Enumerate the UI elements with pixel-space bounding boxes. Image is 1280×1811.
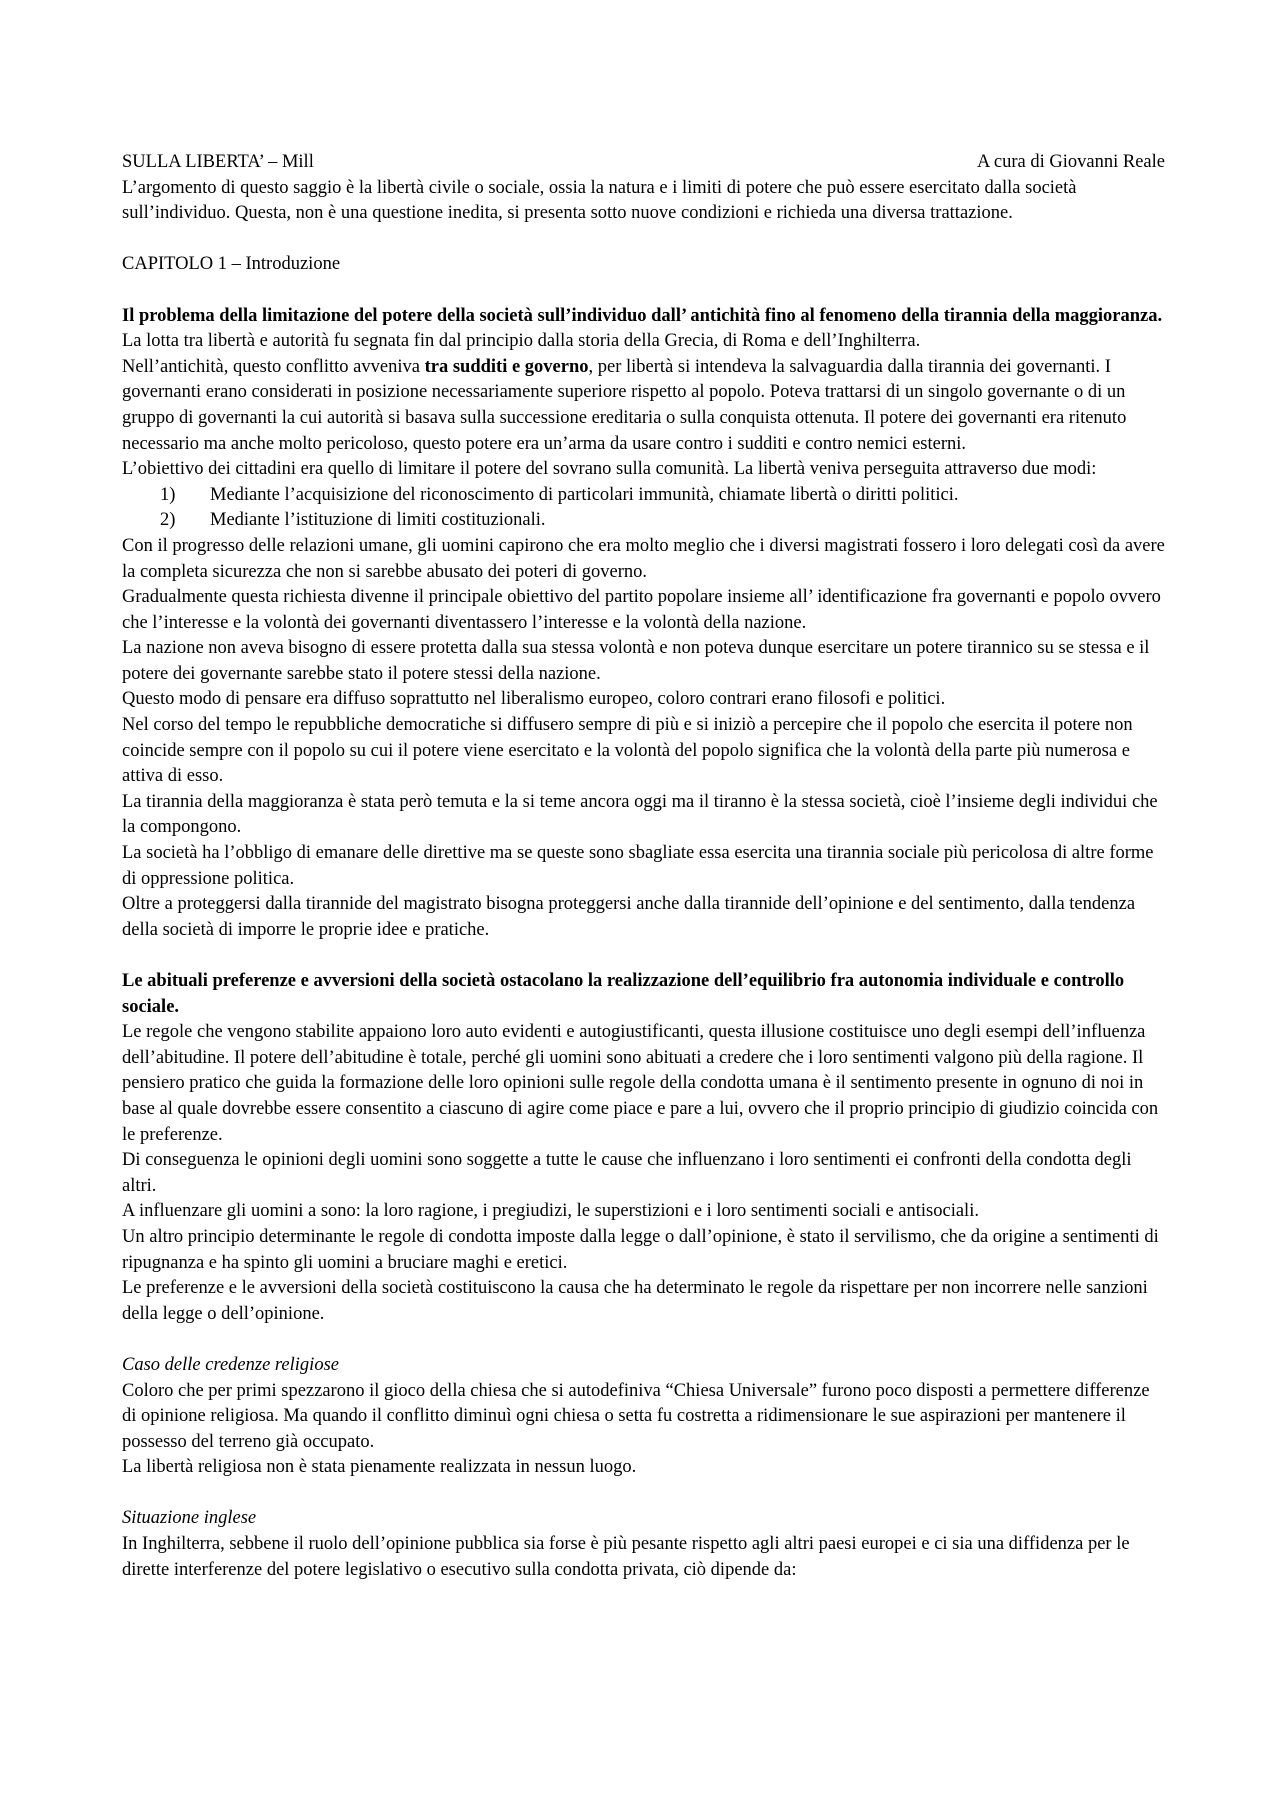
section1-paragraph: Questo modo di pensare era diffuso soprattutto nel liberalismo europeo, coloro contrari erano filosofi e politici. xyxy=(122,689,946,710)
section2-paragraph: Le regole che vengono stabilite appaiono loro auto evidenti e autogiustificanti, questa illusione costituisce uno degli esempi dell’influenza dell’abitudine. Il potere dell’abitudine è totale, perché gli uomini sono abituati a credere che i loro sentimenti valgono più della ragione. Il pensiero pratico che guida la formazione delle loro opinioni sulle regole della condotta umana è il sentimento presente in ognuno di noi in base al quale dovrebbe essere consentito a ciascuno di agire come piace e pare a lui, ovvero che il proprio principio di giudizio coincida con le preferenze. xyxy=(122,1022,1159,1145)
list-text: Mediante l’acquisizione del riconoscimento di particolari immunità, chiamate libertà o diritti politici. xyxy=(210,484,959,505)
section2-paragraph: Un altro principio determinante le regole di condotta imposte dalla legge o dall’opinione, è stato il servilismo, che da origine a sentimenti di ripugnanza e ha spinto gli uomini a bruciare maghi e eretici. xyxy=(122,1226,1159,1273)
intro-paragraph: L’argomento di questo saggio è la libertà civile o sociale, ossia la natura e i limiti di potere che può essere esercitato dalla società sull’individuo. Questa, non è una questione inedita, si presenta sotto nuove condizioni e richieda una diversa trattazione. xyxy=(122,177,1077,224)
section1-paragraph: Con il progresso delle relazioni umane, gli uomini capirono che era molto meglio che i diversi magistrati fossero i loro delegati così da avere la completa sicurezza che non si sarebbe abusato dei poteri di governo. xyxy=(122,535,1165,582)
section1-paragraph: La tirannia della maggioranza è stata però temuta e la si teme ancora oggi ma il tiranno è la stessa società, cioè l’insieme degli individui che la compongono. xyxy=(122,791,1158,838)
bold-text: tra sudditi e governo xyxy=(424,356,589,377)
section4-paragraph: In Inghilterra, sebbene il ruolo dell’opinione pubblica sia forse è più pesante rispetto agli altri paesi europei e ci sia una diffidenza per le dirette interferenze del potere legislativo o esecutivo sulla condotta privata, ciò dipende da: xyxy=(122,1534,1130,1580)
text-span: Nell’antichità, questo conflitto avveniva xyxy=(122,356,425,377)
list-item xyxy=(122,483,1168,509)
list-item xyxy=(122,508,1168,534)
list-number: 1) xyxy=(160,484,176,505)
section1-paragraph: L’obiettivo dei cittadini era quello di limitare il potere del sovrano sulla comunità. La libertà veniva perseguita attraverso due modi: xyxy=(122,459,1097,480)
section3-heading: Caso delle credenze religiose xyxy=(122,1354,339,1375)
section2-paragraph: Di conseguenza le opinioni degli uomini sono soggette a tutte le cause che influenzano i loro sentimenti ei confronti della condotta degli altri. xyxy=(122,1150,1132,1196)
section1-paragraph: La società ha l’obbligo di emanare delle direttive ma se queste sono sbagliate essa esercita una tirannia sociale più pericolosa di altre forme di oppressione politica. xyxy=(122,843,1154,889)
text-span: , per libertà si intendeva la salvaguardia dalla tirannia dei governanti. I governanti erano considerati in posizione necessariamente superiore rispetto al popolo. Poteva trattarsi di un singolo governante o di un gruppo di governanti la cui autorità si basava sulla successione ereditaria o sulla conquista ottenuta. Il potere dei governanti era ritenuto necessario ma anche molto pericoloso, questo potere era un’arma da usare contro i sudditi e contro nemici esterni. xyxy=(122,356,1127,454)
list-number: 2) xyxy=(160,510,176,531)
document-title: SULLA LIBERTA’ – Mill xyxy=(122,152,314,172)
section3-paragraph: La libertà religiosa non è stata pienamente realizzata in nessun luogo. xyxy=(122,1457,637,1478)
section2-paragraph: A influenzare gli uomini a sono: la loro ragione, i pregiudizi, le superstizioni e i loro sentimenti sociali e antisociali. xyxy=(122,1201,979,1222)
section1-paragraph xyxy=(122,355,1168,457)
chapter-title: CAPITOLO 1 – Introduzione xyxy=(122,254,341,275)
section3-paragraph: Coloro che per primi spezzarono il gioco della chiesa che si autodefiniva “Chiesa Universale” furono poco disposti a permettere differenze di opinione religiosa. Ma quando il conflitto diminuì ogni chiesa o setta fu costretta a ridimensionare le sue aspirazioni per mantenere il possesso del terreno già occupato. xyxy=(122,1380,1150,1452)
section1-heading: Il problema della limitazione del potere della società sull’individuo dall’ antichità fino al fenomeno della tirannia della maggioranza. xyxy=(122,305,1163,326)
section1-paragraph: Gradualmente questa richiesta divenne il principale obiettivo del partito popolare insieme all’ identificazione fra governanti e popolo ovvero che l’interesse e la volontà dei governanti diventassero l’interesse e la volontà della nazione. xyxy=(122,587,1161,633)
document-header xyxy=(122,150,1168,176)
section2-heading: Le abituali preferenze e avversioni della società ostacolano la realizzazione dell’equilibrio fra autonomia individuale e controllo sociale. xyxy=(122,971,1125,1017)
section1-paragraph: La lotta tra libertà e autorità fu segnata fin dal principio dalla storia della Grecia, di Roma e dell’Inghilterra. xyxy=(122,331,921,352)
section4-heading: Situazione inglese xyxy=(122,1508,257,1529)
section2-paragraph: Le preferenze e le avversioni della società costituiscono la causa che ha determinato le regole da rispettare per non incorrere nelle sanzioni della legge o dell’opinione. xyxy=(122,1278,1148,1324)
document-editor: A cura di Giovanni Reale xyxy=(976,152,1165,172)
section1-paragraph: La nazione non aveva bisogno di essere protetta dalla sua stessa volontà e non poteva dunque esercitare un potere tirannico su se stessa e il potere dei governante sarebbe stato il potere stessi della nazione. xyxy=(122,638,1150,684)
section1-paragraph: Oltre a proteggersi dalla tirannide del magistrato bisogna proteggersi anche dalla tirannide dell’opinione e del sentimento, dalla tendenza della società di imporre le proprie idee e pratiche. xyxy=(122,894,1136,940)
numbered-list xyxy=(122,483,1168,534)
list-text: Mediante l’istituzione di limiti costituzionali. xyxy=(210,510,546,531)
section1-paragraph: Nel corso del tempo le repubbliche democratiche si diffusero sempre di più e si iniziò a percepire che il popolo che esercita il potere non coincide sempre con il popolo su cui il potere viene esercitato e la volontà del popolo significa che la volontà della parte più numerosa e attiva di esso. xyxy=(122,715,1133,787)
document-page xyxy=(122,150,1168,1583)
